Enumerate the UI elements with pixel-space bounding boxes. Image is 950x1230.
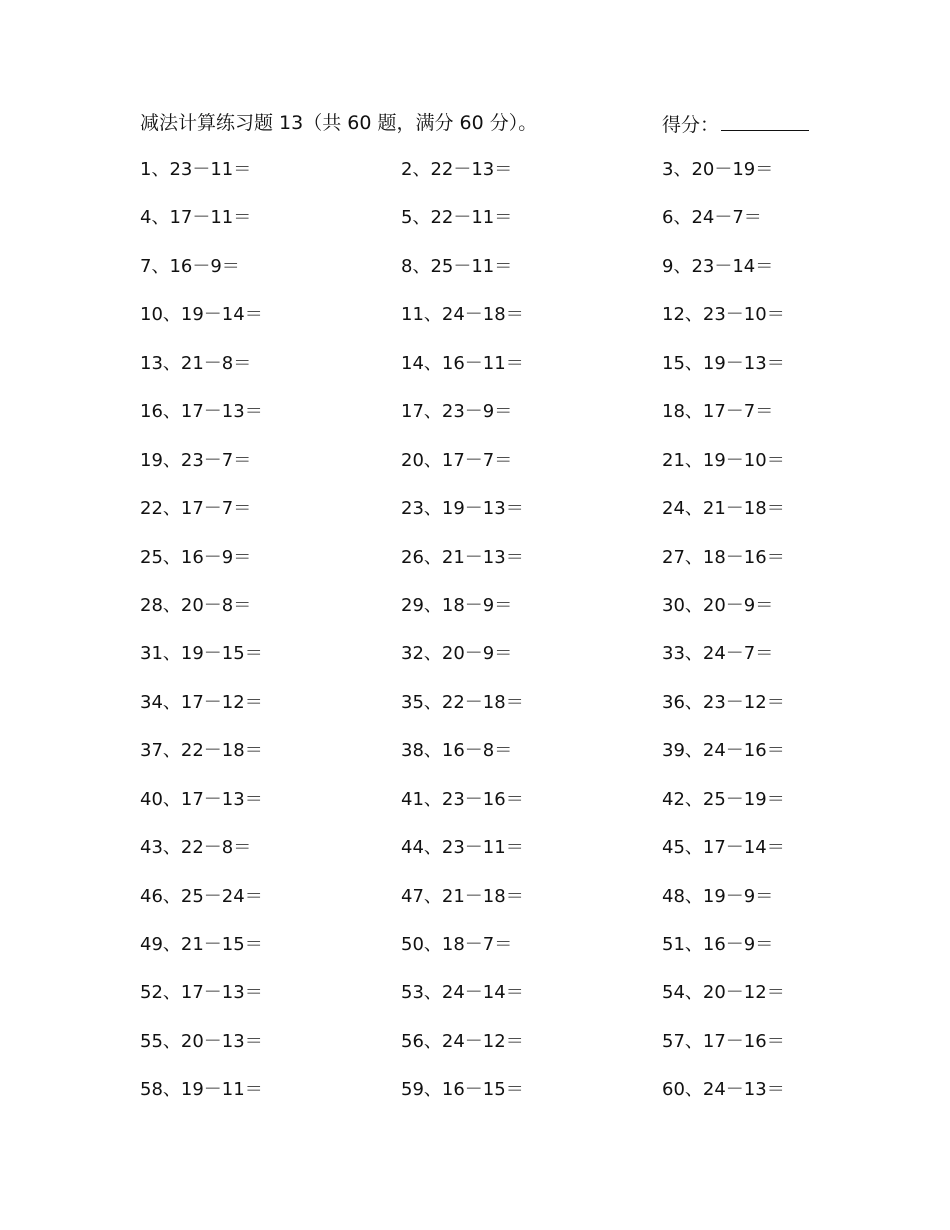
problem-item: 52、17－13＝	[140, 982, 263, 1004]
problem-item: 35、22－18＝	[401, 691, 524, 713]
problem-item: 2、22－13＝	[401, 159, 513, 180]
problem-item: 9、23－14＝	[662, 255, 774, 277]
problem-item: 51、16－9＝	[662, 934, 774, 955]
problem-item: 17、23－9＝	[401, 401, 513, 423]
problem-item: 6、24－7＝	[662, 207, 762, 229]
problem-item: 13、21－8＝	[140, 352, 252, 374]
problem-item: 26、21－13＝	[401, 546, 524, 568]
problem-item: 44、23－11＝	[401, 837, 524, 859]
problem-item: 43、22－8＝	[140, 837, 252, 859]
problem-item: 60、24－13＝	[662, 1079, 785, 1101]
problem-item: 53、24－14＝	[401, 982, 524, 1004]
problem-item: 5、22－11＝	[401, 207, 513, 229]
problem-item: 31、19－15＝	[140, 643, 263, 665]
problem-item: 25、16－9＝	[140, 546, 252, 568]
problem-item: 59、16－15＝	[401, 1079, 524, 1101]
problem-item: 57、17－16＝	[662, 1030, 785, 1052]
problem-grid	[140, 153, 830, 1122]
problem-item: 18、17－7＝	[662, 401, 774, 423]
problem-item: 3、20－19＝	[662, 159, 774, 180]
problem-item: 28、20－8＝	[140, 594, 252, 616]
problem-item: 34、17－12＝	[140, 691, 263, 713]
worksheet-title: 减法计算练习题 13（共 60 题，满分 60 分）。	[140, 112, 538, 134]
problem-item: 37、22－18＝	[140, 740, 263, 762]
problem-item: 36、23－12＝	[662, 691, 785, 713]
problem-item: 7、16－9＝	[140, 255, 240, 277]
problem-item: 46、25－24＝	[140, 885, 263, 907]
problem-item: 19、23－7＝	[140, 449, 252, 471]
problem-item: 45、17－14＝	[662, 837, 785, 859]
problem-item: 56、24－12＝	[401, 1030, 524, 1052]
problem-item: 24、21－18＝	[662, 498, 785, 520]
score-field	[662, 108, 809, 140]
problem-item: 15、19－13＝	[662, 352, 785, 374]
problem-item: 14、16－11＝	[401, 352, 524, 374]
score-label: 得分：	[662, 114, 720, 136]
problem-item: 1、23－11＝	[140, 159, 252, 180]
problem-item: 55、20－13＝	[140, 1030, 263, 1052]
problem-item: 47、21－18＝	[401, 885, 524, 907]
problem-item: 50、18－7＝	[401, 934, 513, 955]
problem-item: 39、24－16＝	[662, 740, 785, 762]
problem-item: 10、19－14＝	[140, 304, 263, 326]
worksheet-header	[140, 108, 830, 138]
problem-item: 40、17－13＝	[140, 788, 263, 810]
problem-item: 58、19－11＝	[140, 1079, 263, 1101]
problem-item: 30、20－9＝	[662, 594, 774, 616]
problem-item: 41、23－16＝	[401, 788, 524, 810]
problem-item: 16、17－13＝	[140, 401, 263, 423]
problem-item: 54、20－12＝	[662, 982, 785, 1004]
problem-item: 4、17－11＝	[140, 207, 252, 229]
problem-item: 12、23－10＝	[662, 304, 785, 326]
problem-item: 27、18－16＝	[662, 546, 785, 568]
problem-item: 21、19－10＝	[662, 449, 785, 471]
problem-item: 33、24－7＝	[662, 643, 774, 665]
problem-item: 42、25－19＝	[662, 788, 785, 810]
score-blank-line[interactable]	[721, 108, 809, 131]
problem-item: 20、17－7＝	[401, 449, 513, 471]
problem-item: 11、24－18＝	[401, 304, 524, 326]
problem-item: 8、25－11＝	[401, 255, 513, 277]
problem-item: 49、21－15＝	[140, 934, 263, 955]
problem-item: 32、20－9＝	[401, 643, 513, 665]
problem-item: 22、17－7＝	[140, 498, 252, 520]
problem-item: 48、19－9＝	[662, 885, 774, 907]
problem-item: 29、18－9＝	[401, 594, 513, 616]
problem-item: 23、19－13＝	[401, 498, 524, 520]
problem-item: 38、16－8＝	[401, 740, 513, 762]
